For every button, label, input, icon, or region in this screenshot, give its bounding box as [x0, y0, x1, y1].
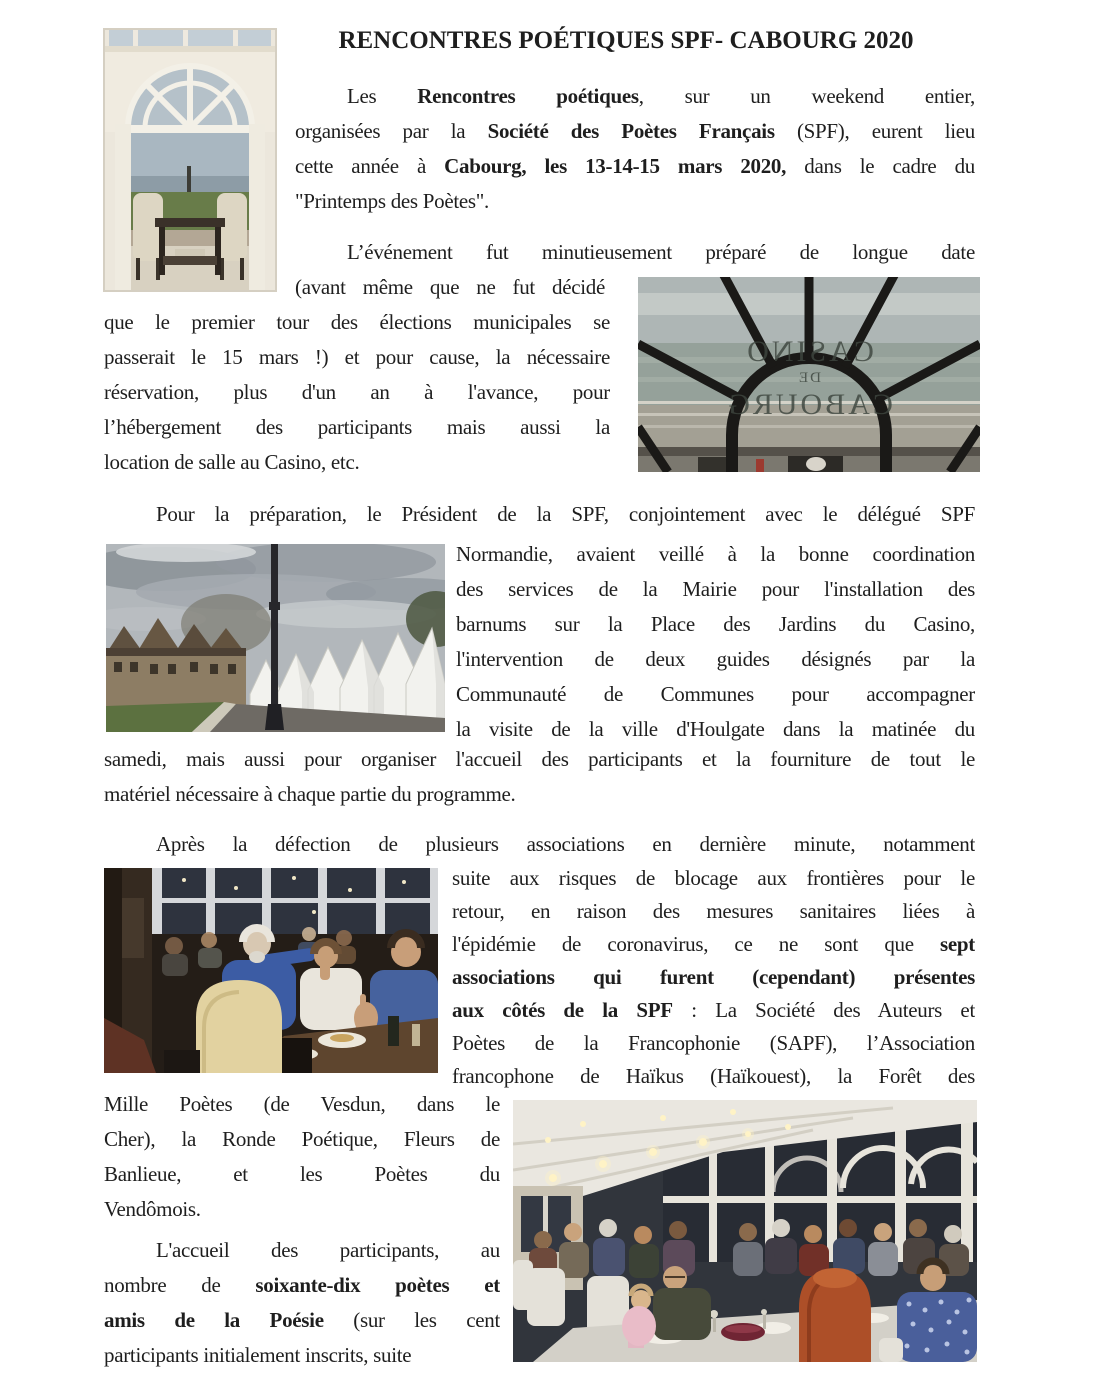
- text-line: [104, 827, 975, 862]
- text-line: [452, 994, 975, 1027]
- text-line: [104, 305, 610, 340]
- text-line: [456, 537, 975, 572]
- paragraph-2-first-line: [295, 235, 975, 270]
- photo-dinner-table: [104, 868, 438, 1073]
- text-segment-bold: sept: [940, 932, 975, 956]
- text-line: [295, 270, 605, 305]
- text-segment: Les: [347, 84, 418, 108]
- text-segment: Après la défection de plusieurs associations en dernière minute, notamment: [156, 832, 975, 856]
- paragraph-1: [295, 79, 975, 219]
- text-segment: location de salle au Casino, etc.: [104, 450, 360, 474]
- text-segment: l’hébergement des participants mais aussi la: [104, 415, 610, 439]
- text-segment: Vendômois.: [104, 1197, 201, 1221]
- text-line: [104, 777, 975, 812]
- text-line: [104, 1087, 500, 1122]
- text-segment: (sur les cent: [323, 1308, 500, 1332]
- text-segment: Banlieue, et les Poètes du: [104, 1162, 500, 1186]
- text-line: [456, 572, 975, 607]
- text-segment-bold: Cabourg, les 13-14-15 mars 2020,: [444, 154, 787, 178]
- text-segment: retour, en raison des mesures sanitaires liées à: [452, 899, 975, 923]
- text-line: [104, 1157, 500, 1192]
- text-line: [104, 1122, 500, 1157]
- paragraph-4-wrapped: [452, 862, 975, 1093]
- text-segment: que le premier tour des élections municipales se: [104, 310, 610, 334]
- text-segment: francophone de Haïkus (Haïkouest), la Forêt des: [452, 1064, 975, 1088]
- text-line: [295, 184, 975, 219]
- text-segment: organisées par la: [295, 119, 488, 143]
- text-segment: L’événement fut minutieusement préparé de longue date: [347, 240, 975, 264]
- photo-tents-square: [106, 544, 445, 732]
- text-segment: barnums sur la Place des Jardins du Casino,: [456, 612, 975, 636]
- text-segment: cette année à: [295, 154, 445, 178]
- photo-banquet-hall: [513, 1100, 977, 1362]
- text-segment-bold: aux côtés de la SPF: [452, 998, 673, 1022]
- glass-text-casino: CASINO: [744, 335, 874, 368]
- text-segment-bold: soixante-dix poètes et: [255, 1273, 500, 1297]
- text-line: [295, 79, 975, 114]
- text-line: [104, 1303, 500, 1338]
- text-segment: : La Société des Auteurs et: [672, 998, 975, 1022]
- text-line: [104, 340, 610, 375]
- text-line: [452, 928, 975, 961]
- text-segment: Mille Poètes (de Vesdun, dans le: [104, 1092, 500, 1116]
- text-segment: (SPF), eurent lieu: [774, 119, 975, 143]
- text-segment: la visite de la ville d'Houlgate dans la matinée du: [456, 717, 975, 741]
- text-line: [104, 1268, 500, 1303]
- text-segment: suite aux risques de blocage aux frontières pour le: [452, 866, 975, 890]
- text-segment: samedi, mais aussi pour organiser l'accueil des participants et la fourniture de tout le: [104, 747, 975, 771]
- text-segment: Communauté de Communes pour accompagner: [456, 682, 975, 706]
- text-segment-bold: associations qui furent (cependant) présentes: [452, 965, 975, 989]
- text-segment-bold: Rencontres poétiques: [417, 84, 639, 108]
- text-line: [295, 149, 975, 184]
- text-line: [104, 410, 610, 445]
- paragraph-4-first-line: [104, 827, 975, 862]
- text-segment: "Printemps des Poètes".: [295, 189, 489, 213]
- text-line: [452, 961, 975, 994]
- text-line: [104, 1233, 500, 1268]
- dinner-table-illustration: [104, 868, 438, 1073]
- text-segment: réservation, plus d'un an à l'avance, pour: [104, 380, 610, 404]
- text-segment: Normandie, avaient veillé à la bonne coordination: [456, 542, 975, 566]
- text-segment: dans le cadre du: [786, 154, 975, 178]
- glass-text-de: DE: [797, 370, 821, 386]
- text-line: [456, 642, 975, 677]
- text-line: [452, 895, 975, 928]
- text-line: [104, 1338, 500, 1373]
- text-segment: Poètes de la Francophonie (SAPF), l’Association: [452, 1031, 975, 1055]
- text-segment-bold: amis de la Poésie: [104, 1308, 324, 1332]
- text-segment: Cher), la Ronde Poétique, Fleurs de: [104, 1127, 500, 1151]
- page-title: RENCONTRES POÉTIQUES SPF- CABOURG 2020: [338, 27, 914, 54]
- paragraph-3-tail: [104, 742, 975, 812]
- window-sea-view-illustration: [103, 28, 277, 292]
- text-line: [104, 742, 975, 777]
- text-line: [295, 114, 975, 149]
- text-segment: L'accueil des participants, au: [156, 1238, 500, 1262]
- paragraph-2-narrow-line: [295, 270, 605, 305]
- paragraph-3-first-line: [104, 497, 975, 532]
- mirrored-glass-text: [638, 277, 980, 472]
- text-segment: l'intervention de deux guides désignés par la: [456, 647, 975, 671]
- text-line: [104, 1192, 500, 1227]
- text-line: [456, 607, 975, 642]
- text-segment: passerait le 15 mars !) et pour cause, la nécessaire: [104, 345, 610, 369]
- text-line: [104, 375, 610, 410]
- text-segment: des services de la Mairie pour l'installation des: [456, 577, 975, 601]
- banquet-hall-illustration: [513, 1100, 977, 1362]
- text-line: [104, 497, 975, 532]
- text-segment: , sur un weekend entier,: [638, 84, 975, 108]
- text-segment: nombre de: [104, 1273, 256, 1297]
- text-segment-bold: Société des Poètes Français: [487, 119, 775, 143]
- text-segment: Pour la préparation, le Président de la SPF, conjointement avec le délégué SPF: [156, 502, 975, 526]
- text-segment: l'épidémie de coronavirus, ce ne sont que: [452, 932, 941, 956]
- photo-casino-window: [638, 277, 980, 472]
- photo-window-sea-view: [103, 28, 277, 292]
- text-segment: (avant même que ne fut décidé: [295, 275, 605, 299]
- text-line: [452, 862, 975, 895]
- text-segment: participants initialement inscrits, suite: [104, 1343, 412, 1367]
- text-line: [104, 445, 610, 480]
- text-line: [295, 235, 975, 270]
- tents-square-illustration: [106, 544, 445, 732]
- paragraph-5: [104, 1233, 500, 1373]
- text-line: [456, 677, 975, 712]
- paragraph-2-body: [104, 305, 610, 480]
- glass-text-cabourg: CABOURG: [725, 388, 893, 421]
- text-line: [452, 1060, 975, 1093]
- paragraph-3-wrapped: [456, 537, 975, 747]
- text-line: [452, 1027, 975, 1060]
- text-segment: matériel nécessaire à chaque partie du programme.: [104, 782, 516, 806]
- paragraph-4-left-column: [104, 1087, 500, 1227]
